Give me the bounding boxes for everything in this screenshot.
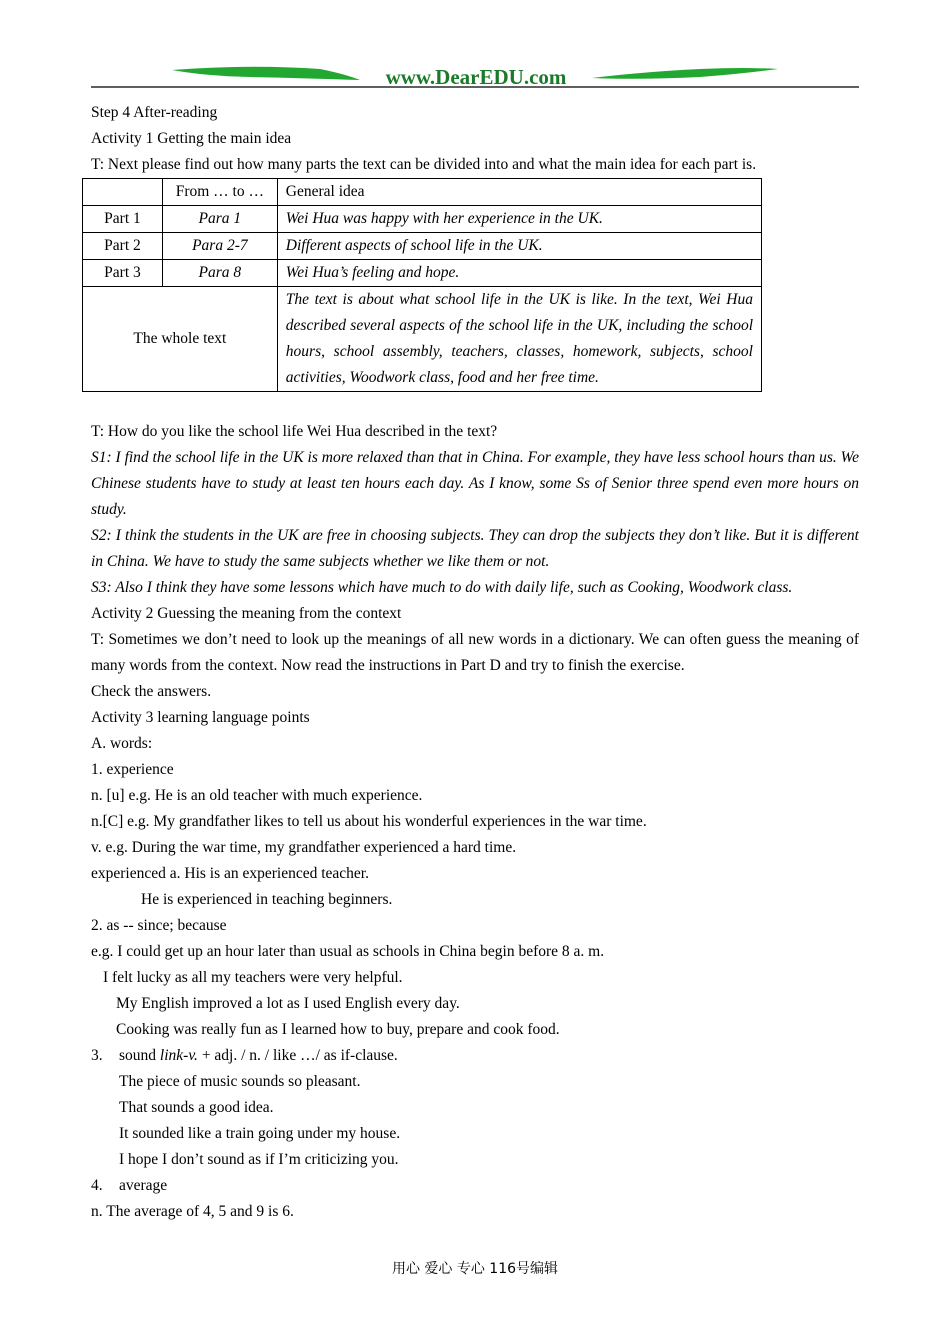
word1-line: experienced a. His is an experienced teacher. — [91, 865, 369, 882]
word4-line: n. The average of 4, 5 and 9 is 6. — [91, 1203, 294, 1220]
student-answer-2: S2: I think the students in the UK are free in choosing subjects. They can drop the subjects they don’t like. But it is different in China. We have to study the same subjects whether we like them or not. — [91, 527, 859, 570]
main-idea-table — [82, 178, 762, 392]
activity1-instruction: T: Next please find out how many parts the text can be divided into and what the main idea for each part is. — [91, 156, 757, 173]
word3-word: sound — [119, 1047, 157, 1064]
activity2-instruction: T: Sometimes we don’t need to look up the meanings of all new words in a dictionary. We can often guess the meaning of many words from the context. Now read the instructions in Part D and try to finish the exercise. — [91, 631, 859, 674]
word3-example: It sounded like a train going under my house. — [119, 1125, 401, 1142]
word2-example-line: My English improved a lot as I used English every day. — [116, 995, 460, 1012]
word3-pos: link-v. — [159, 1047, 198, 1064]
word1-title: 1. experience — [91, 761, 174, 778]
general-idea: Wei Hua was happy with her experience in the UK. — [277, 206, 761, 233]
general-idea: Different aspects of school life in the UK. — [277, 233, 761, 260]
word3-example: The piece of music sounds so pleasant. — [119, 1073, 361, 1090]
activity1-title: Activity 1 Getting the main idea — [91, 130, 292, 147]
word4-number: 4. — [91, 1177, 103, 1194]
word3-number: 3. — [91, 1047, 103, 1064]
table-row — [83, 233, 762, 260]
word3-pattern: + adj. / n. / like …/ as if-clause. — [197, 1047, 398, 1064]
part-label: Part 2 — [83, 233, 163, 260]
word3-title — [91, 1043, 859, 1069]
step-title: Step 4 After-reading — [91, 104, 218, 121]
word1-line: n.[C] e.g. My grandfather likes to tell us about his wonderful experiences in the war time. — [91, 813, 647, 830]
table-header-cell: General idea — [277, 179, 761, 206]
word3-example: That sounds a good idea. — [119, 1099, 274, 1116]
page-footer: 用心 爱心 专心 116号编辑 — [391, 1261, 559, 1277]
word2-title: 2. as -- since; because — [91, 917, 227, 934]
word2-example: e.g. I could get up an hour later than usual as schools in China begin before 8 a. m. — [91, 943, 605, 960]
word4-title — [91, 1173, 859, 1199]
dearedu-logo — [0, 60, 950, 92]
whole-text-label: The whole text — [83, 287, 278, 392]
table-row — [83, 206, 762, 233]
part-label: Part 3 — [83, 260, 163, 287]
word2-example-line: Cooking was really fun as I learned how to buy, prepare and cook food. — [116, 1021, 560, 1038]
part-label: Part 1 — [83, 206, 163, 233]
table-header-row — [83, 179, 762, 206]
right-swoosh-icon — [592, 68, 778, 79]
activity2-check: Check the answers. — [91, 683, 212, 700]
left-swoosh-icon — [172, 67, 360, 80]
word1-indent-line: He is experienced in teaching beginners. — [141, 891, 393, 908]
table-row-whole — [83, 287, 762, 392]
word1-line: v. e.g. During the war time, my grandfather experienced a hard time. — [91, 839, 517, 856]
student-answer-3: S3: Also I think they have some lessons which have much to do with daily life, such as Cooking, Woodwork class. — [91, 579, 793, 596]
word1-line: n. [u] e.g. He is an old teacher with much experience. — [91, 787, 423, 804]
general-idea: Wei Hua’s feeling and hope. — [277, 260, 761, 287]
para-range: Para 2-7 — [162, 233, 277, 260]
para-range: Para 1 — [162, 206, 277, 233]
section-a-title: A. words: — [91, 735, 153, 752]
document-body — [91, 100, 859, 1225]
word4-word: average — [119, 1177, 168, 1194]
activity3-title: Activity 3 learning language points — [91, 709, 310, 726]
word2-example-line: I felt lucky as all my teachers were very helpful. — [103, 969, 403, 986]
logo-text: www.DearEDU.com — [385, 65, 567, 89]
para-range: Para 8 — [162, 260, 277, 287]
teacher-question: T: How do you like the school life Wei Hua described in the text? — [91, 423, 498, 440]
student-answer-1: S1: I find the school life in the UK is more relaxed than that in China. For example, they have less school hours than us. We Chinese students have to study at least ten hours each day. As I know, some Ss of Senior three spend even more hours on study. — [91, 449, 860, 518]
header-banner — [0, 60, 950, 92]
word3-example: I hope I don’t sound as if I’m criticizing you. — [119, 1151, 399, 1168]
activity2-title: Activity 2 Guessing the meaning from the context — [91, 605, 402, 622]
table-row — [83, 260, 762, 287]
table-header-cell — [83, 179, 163, 206]
whole-text-idea: The text is about what school life in the UK is like. In the text, Wei Hua described several aspects of the school life in the UK, including the school hours, school assembly, teachers, classes, homework, subjects, school activities, Woodwork class, food and her free time. — [277, 287, 761, 392]
table-header-cell: From … to … — [162, 179, 277, 206]
